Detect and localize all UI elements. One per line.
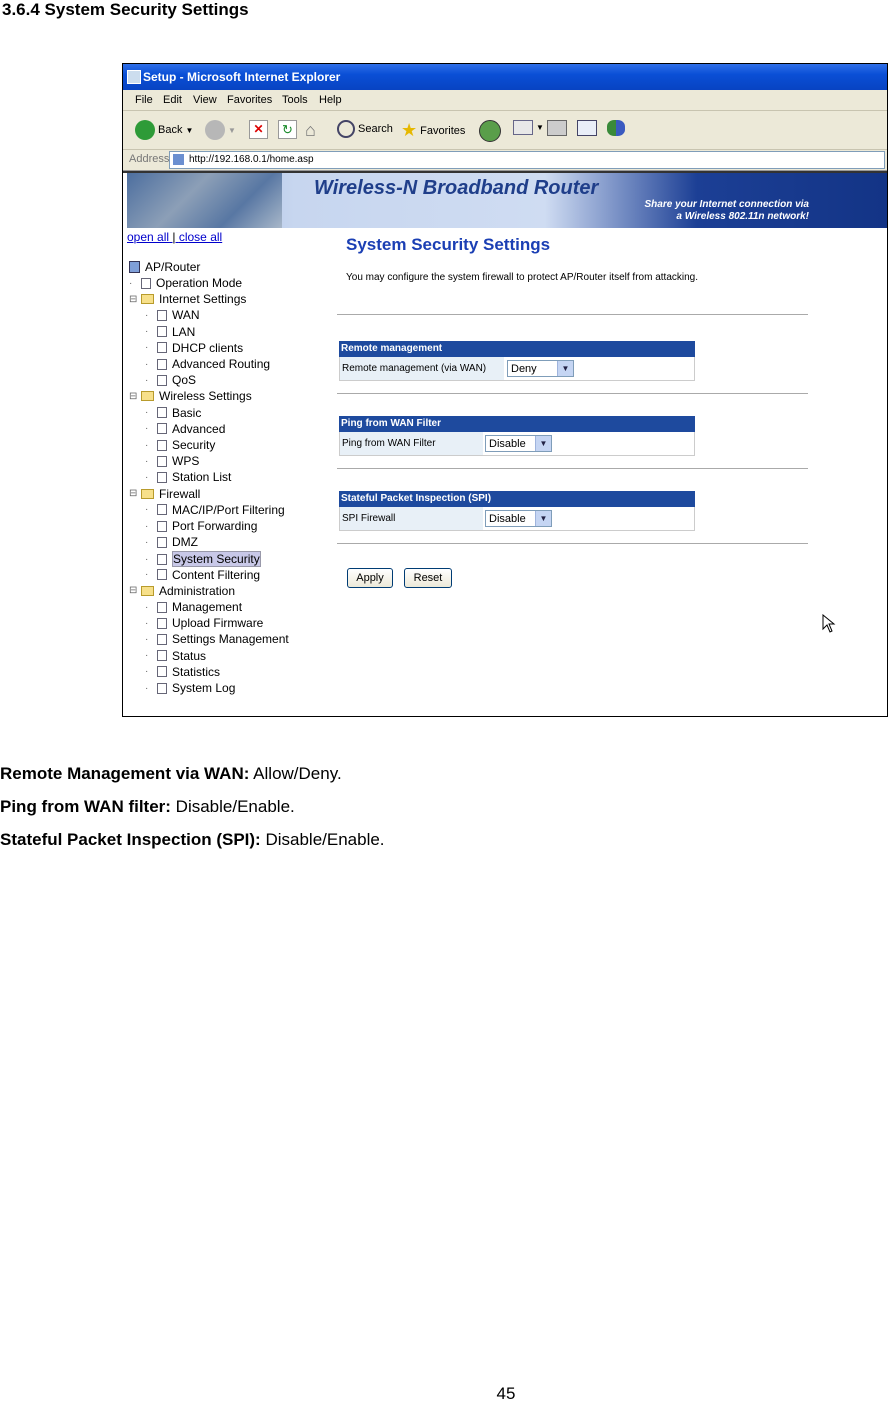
page-title: System Security Settings [346,235,551,254]
page-icon [157,650,167,661]
tree-connector: · [145,309,149,321]
sidebar-item[interactable] [145,454,199,468]
page-description: You may configure the system firewall to protect AP/Router itself from attacking. [346,272,699,283]
page-icon [157,310,167,321]
sidebar-item-label: Advanced Routing [172,357,271,371]
ping-filter-header: Ping from WAN Filter [339,416,695,432]
sidebar-item-label: System Log [172,681,236,695]
folder-icon [141,586,154,596]
forward-button[interactable] [205,120,236,140]
spi-select[interactable] [485,510,552,527]
page-icon [141,278,151,289]
dropdown-arrow-icon: ▼ [228,125,236,135]
sidebar-item-label: Station List [172,470,232,485]
sidebar-item[interactable] [145,438,215,452]
sidebar-item-label: WAN [172,308,200,323]
menu-file[interactable]: File [135,94,153,106]
sidebar-item[interactable] [145,341,243,355]
forward-arrow-icon [205,120,225,140]
tree-connector: · [145,326,149,338]
divider [337,468,808,470]
ping-filter-label: Ping from WAN Filter [340,432,483,455]
search-button[interactable] [337,120,393,138]
description-text: Disable/Enable. [170,797,295,816]
sidebar-item-label: Status [172,648,207,663]
sidebar-item-label: Content Filtering [172,567,261,582]
home-icon: ⌂ [305,120,316,140]
spi-header: Stateful Packet Inspection (SPI) [339,491,695,507]
sidebar-item[interactable] [145,681,235,695]
page-number: 45 [496,1384,516,1403]
page-icon [157,554,167,565]
tagline-line-2: a Wireless 802.11n network! [676,211,809,222]
tree-connector: · [145,504,149,516]
title-bar [123,64,887,90]
chevron-down-icon: ▼ [535,511,551,526]
description-remote [0,764,342,784]
sidebar-item-label: Upload Firmware [172,616,264,631]
sidebar-item[interactable] [145,665,220,679]
sidebar-item[interactable] [145,406,201,420]
tree-connector: · [145,374,149,386]
sidebar-item[interactable] [145,632,289,646]
sidebar-tree [123,230,328,717]
description-ping [0,797,295,817]
tree-connector: · [145,569,149,581]
back-arrow-icon [135,120,155,140]
page-icon [157,569,167,580]
page-icon [157,359,167,370]
remote-management-header: Remote management [339,341,695,357]
collapse-icon[interactable]: ⊟ [129,293,138,305]
sidebar-item-label: Statistics [172,664,221,679]
divider [337,543,808,545]
sidebar-item-label: Settings Management [172,632,289,647]
spi-table [339,491,695,531]
open-all-link[interactable]: open all [127,230,170,244]
sidebar-item[interactable] [145,568,260,582]
page-icon [157,618,167,629]
sidebar-item[interactable] [129,389,252,403]
sidebar-item[interactable] [145,373,196,387]
sidebar-item[interactable] [145,470,231,484]
tree-connector: · [145,666,149,678]
sidebar-item-label: Administration [159,583,236,598]
url-text: http://192.168.0.1/home.asp [189,154,314,165]
sidebar-item-label: Internet Settings [159,292,247,307]
edit-button[interactable] [577,120,597,136]
menu-view[interactable]: View [193,94,217,106]
sidebar-item-label: System Security [173,552,260,567]
tagline-line-1: Share your Internet connection via [644,199,809,210]
page-icon [173,154,184,165]
sidebar-item-label: Operation Mode [156,276,243,290]
page-icon [157,537,167,548]
dropdown-arrow-icon: ▼ [185,125,194,135]
sidebar-item[interactable] [145,551,261,567]
page-icon [157,602,167,613]
address-label: Address [129,153,170,165]
sidebar-item-label: LAN [172,324,196,339]
mouse-cursor-icon [822,614,836,634]
tree-connector: · [145,617,149,629]
menu-tools[interactable]: Tools [282,94,308,106]
tree-connector: · [145,455,149,467]
sidebar-item-label: Advanced [172,421,226,436]
sidebar-item[interactable] [145,600,242,614]
computer-icon [129,261,140,273]
tree-connector: · [145,423,149,435]
tree-connector: · [145,342,149,354]
ping-filter-row [339,432,695,456]
tree-root-label: AP/Router [145,260,201,274]
sidebar-item[interactable] [129,584,235,598]
page-icon [157,423,167,434]
menu-help[interactable]: Help [319,94,342,106]
remote-management-table [339,341,695,381]
collapse-icon[interactable]: ⊟ [129,390,138,402]
banner [127,173,887,228]
tree-connector: · [145,358,149,370]
print-icon [547,120,567,136]
remote-management-label: Remote management (via WAN) [340,357,504,380]
ie-icon [127,70,141,84]
spi-label: SPI Firewall [340,507,483,530]
dropdown-arrow-icon: ▼ [536,123,544,132]
mail-icon [513,120,533,135]
tree-root[interactable] [129,260,200,274]
reset-button[interactable]: Reset [404,568,452,588]
description-term: Stateful Packet Inspection (SPI): [0,830,261,849]
section-heading: 3.6.4 System Security Settings [2,0,249,19]
sidebar-item-label: DMZ [172,535,198,550]
mail-button[interactable] [513,120,544,135]
messenger-icon [607,120,625,136]
description-text: Allow/Deny. [249,764,342,783]
brand-title: Wireless-N Broadband Router [314,177,599,199]
page-icon [157,456,167,467]
sidebar-item-label: Wireless Settings [159,389,252,404]
apply-button[interactable]: Apply [347,568,393,588]
back-label: Back [158,124,183,136]
sidebar-item[interactable] [145,519,257,533]
sidebar-item[interactable] [145,616,263,630]
menu-bar [123,90,887,111]
sidebar-item[interactable] [145,308,200,322]
ping-filter-select[interactable] [485,435,552,452]
banner-photo [127,173,282,228]
folder-icon [141,489,154,499]
sidebar-item[interactable] [145,357,270,371]
sidebar-item[interactable] [145,649,206,663]
page-icon [157,521,167,532]
home-button[interactable] [305,120,316,141]
address-input[interactable] [169,151,885,169]
sidebar-item[interactable] [145,422,225,436]
messenger-button[interactable] [607,120,625,136]
description-text: Disable/Enable. [260,830,385,849]
favorites-button[interactable] [401,120,465,141]
tree-connector: · [145,520,149,532]
star-icon: ★ [401,120,418,140]
page-icon [157,683,167,694]
page-icon [157,342,167,353]
page-icon [157,407,167,418]
tree-connector: · [145,650,149,662]
divider [337,393,808,395]
tree-connector: · [129,277,133,289]
page-icon [157,326,167,337]
tree-connector: · [145,553,149,565]
description-spi [0,830,385,850]
sidebar-item-label: Firewall [159,486,201,501]
description-term: Remote Management via WAN: [0,764,250,783]
sidebar-item-label: DHCP clients [172,340,244,355]
browser-window [122,63,888,717]
sidebar-item-label: MAC/IP/Port Filtering [172,502,285,517]
stop-icon: ✕ [249,120,268,139]
favorites-label: Favorites [420,124,466,137]
refresh-icon: ↻ [278,120,297,139]
remote-management-value: Deny [511,363,537,375]
collapse-icon[interactable]: ⊟ [129,585,138,597]
folder-icon [141,391,154,401]
tree-links: open all | close all [127,230,223,244]
divider [337,314,808,316]
folder-icon [141,294,154,304]
search-icon [337,120,355,138]
ping-filter-table [339,416,695,456]
menu-edit[interactable]: Edit [163,94,182,106]
sidebar-item[interactable] [129,292,246,306]
history-icon [479,120,501,142]
close-all-link[interactable]: close all [178,230,223,244]
address-bar [123,150,887,171]
tree-connector: · [145,536,149,548]
back-button[interactable] [135,120,193,140]
search-label: Search [358,123,393,135]
page-icon [157,666,167,677]
stop-button[interactable] [249,120,268,139]
remote-management-select[interactable] [507,360,574,377]
edit-icon [577,120,597,136]
refresh-button[interactable] [278,120,297,139]
tree-connector: · [145,407,149,419]
collapse-icon[interactable]: ⊟ [129,488,138,500]
tree-connector: · [145,633,149,645]
spi-value: Disable [489,513,526,525]
toolbar [123,111,887,150]
sidebar-item-label: QoS [172,373,197,388]
sidebar-item-label: Basic [172,405,202,420]
print-button[interactable] [547,120,567,136]
sidebar-item[interactable] [129,276,242,290]
page-icon [157,504,167,515]
sidebar-item-label: WPS [172,454,200,469]
sidebar-item-label: Port Forwarding [172,519,258,533]
router-page [123,171,887,717]
page-icon [157,440,167,451]
spi-row [339,507,695,531]
sidebar-item[interactable] [145,535,198,549]
description-term: Ping from WAN filter: [0,797,171,816]
remote-management-row [339,357,695,381]
sidebar-item[interactable] [145,325,195,339]
tree-connector: · [145,601,149,613]
tree-connector: · [145,439,149,451]
sidebar-item[interactable] [145,503,285,517]
page-icon [157,472,167,483]
chevron-down-icon: ▼ [535,436,551,451]
sidebar-item-label: Management [172,600,243,614]
tree-connector: · [145,682,149,694]
page-icon [157,634,167,645]
sidebar-item[interactable] [129,487,200,501]
chevron-down-icon: ▼ [557,361,573,376]
ping-filter-value: Disable [489,438,526,450]
history-button[interactable] [479,120,501,142]
menu-favorites[interactable]: Favorites [227,94,273,106]
page-icon [157,375,167,386]
sidebar-item-label: Security [172,438,216,452]
window-title: Setup - Microsoft Internet Explorer [143,70,341,84]
tree-connector: · [145,471,149,483]
